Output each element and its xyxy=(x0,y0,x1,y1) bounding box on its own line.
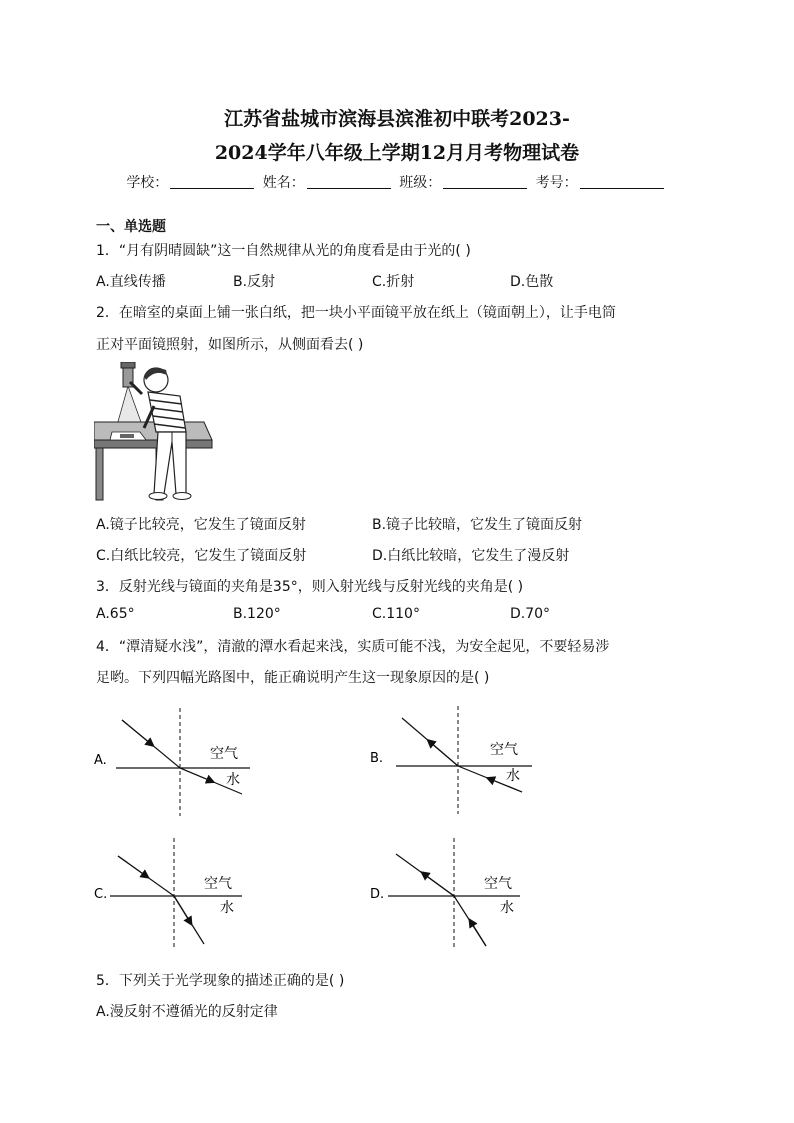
question-4-stem-line2: 足哟。下列四幅光路图中，能正确说明产生这一现象原因的是( ) xyxy=(96,670,490,686)
school-blank[interactable] xyxy=(170,174,254,189)
question-5-stem: 5．下列关于光学现象的描述正确的是( ) xyxy=(96,973,345,989)
question-2-option-a: A.镜子比较亮，它发生了镜面反射 xyxy=(96,517,306,533)
diagram-b-label: B. xyxy=(370,751,384,766)
question-1-option-d: D.色散 xyxy=(510,274,554,290)
exam-title-line1: 江苏省盐城市滨海县滨淮初中联考2023- xyxy=(224,108,570,130)
name-label: 姓名： xyxy=(262,175,305,191)
diagram-b-air-label: 空气 xyxy=(490,742,518,758)
refraction-diagram-c xyxy=(94,838,254,952)
question-4-stem-line1: 4．“潭清疑水浅”，清澈的潭水看起来浅，实质可能不浅，为安全起见，不要轻易涉 xyxy=(96,639,610,655)
number-label: 考号： xyxy=(535,175,578,191)
diagram-a-label: A. xyxy=(94,753,107,768)
question-1-stem: 1．“月有阴晴圆缺”这一自然规律从光的角度看是由于光的( ) xyxy=(96,243,471,259)
refraction-diagram-b xyxy=(370,704,538,816)
diagram-a-air-label: 空气 xyxy=(210,746,238,762)
diagram-d-air-label: 空气 xyxy=(484,876,512,892)
question-5-option-a: A.漫反射不遵循光的反射定律 xyxy=(96,1004,278,1020)
diagram-c-label: C. xyxy=(94,887,108,902)
question-1-option-b: B.反射 xyxy=(233,274,276,290)
diagram-c-air-label: 空气 xyxy=(204,876,232,892)
question-3-option-b: B.120° xyxy=(233,606,281,622)
diagram-d-label: D. xyxy=(370,887,385,902)
student-info-line xyxy=(0,172,794,192)
refraction-diagram-d xyxy=(370,838,538,952)
flashlight-mirror-figure xyxy=(94,362,218,502)
question-1-option-a: A.直线传播 xyxy=(96,274,166,290)
diagram-c-water-label: 水 xyxy=(220,900,234,916)
question-3-stem: 3．反射光线与镜面的夹角是35°，则入射光线与反射光线的夹角是( ) xyxy=(96,579,524,595)
number-blank[interactable] xyxy=(580,174,664,189)
question-2-option-b: B.镜子比较暗，它发生了镜面反射 xyxy=(372,517,583,533)
question-3-option-c: C.110° xyxy=(372,606,420,622)
name-blank[interactable] xyxy=(307,174,391,189)
question-1-option-c: C.折射 xyxy=(372,274,415,290)
question-3-option-a: A.65° xyxy=(96,606,135,622)
question-2-stem-line2: 正对平面镜照射，如图所示，从侧面看去( ) xyxy=(96,337,364,353)
refraction-diagram-a xyxy=(94,706,254,818)
question-3-option-d: D.70° xyxy=(510,606,551,622)
question-2-stem-line1: 2．在暗室的桌面上铺一张白纸，把一块小平面镜平放在纸上（镜面朝上），让手电筒 xyxy=(96,305,616,321)
school-label: 学校： xyxy=(126,175,169,191)
class-blank[interactable] xyxy=(443,174,527,189)
section-heading-single-choice: 一、单选题 xyxy=(96,219,166,235)
diagram-a-water-label: 水 xyxy=(226,772,240,788)
question-2-option-c: C.白纸比较亮，它发生了镜面反射 xyxy=(96,548,307,564)
exam-title-line2: 2024学年八年级上学期12月月考物理试卷 xyxy=(214,142,580,164)
question-2-option-d: D.白纸比较暗，它发生了漫反射 xyxy=(372,548,570,564)
diagram-b-water-label: 水 xyxy=(506,768,520,784)
diagram-d-water-label: 水 xyxy=(500,900,514,916)
class-label: 班级： xyxy=(399,175,442,191)
